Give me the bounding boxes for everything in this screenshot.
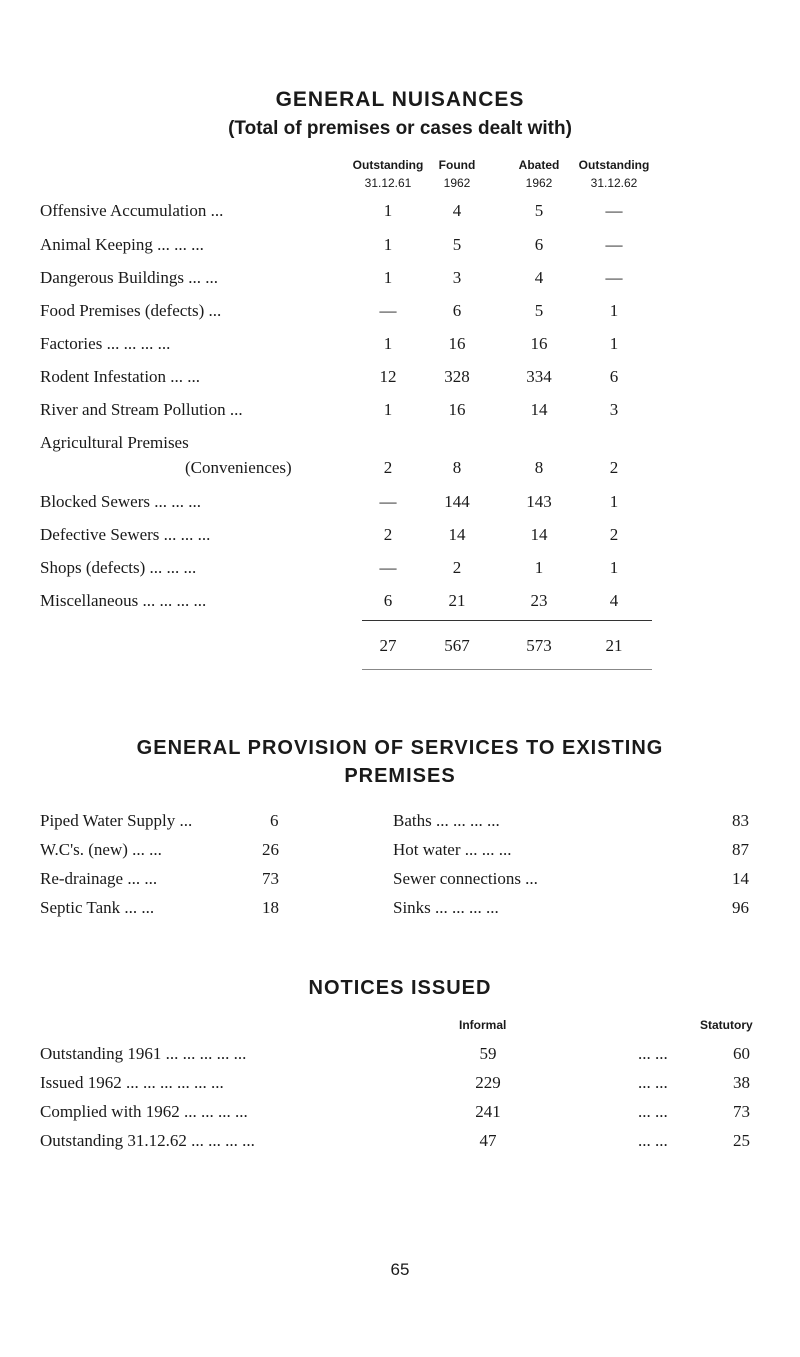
provision-left-label: Septic Tank ... ...	[40, 898, 155, 917]
cell-abated: 14	[530, 525, 548, 544]
cell-found: 2	[452, 558, 462, 577]
totals-top-rule	[362, 620, 652, 621]
cell-outstanding-61: 1	[383, 334, 393, 353]
provision-right-label: Sinks ... ... ... ...	[393, 898, 499, 917]
row-label: Food Premises (defects) ...	[40, 301, 222, 320]
cell-outstanding-62: 3	[609, 400, 619, 419]
notice-leader-dots: ... ...	[638, 1102, 668, 1121]
cell-outstanding-61: 1	[383, 400, 393, 419]
cell-outstanding-62: 4	[609, 591, 619, 610]
notice-statutory: 38	[733, 1073, 750, 1092]
cell-outstanding-61: 12	[379, 367, 397, 386]
notice-statutory: 25	[733, 1131, 750, 1150]
notice-leader-dots: ... ...	[638, 1131, 668, 1150]
total-outstanding-62: 21	[605, 636, 623, 655]
cell-outstanding-62: 2	[609, 458, 619, 477]
row-label: Factories ... ... ... ...	[40, 334, 171, 353]
cell-found: 21	[448, 591, 466, 610]
row-label: Blocked Sewers ... ... ...	[40, 492, 202, 511]
totals-bottom-rule	[362, 669, 652, 670]
notice-statutory: 73	[733, 1102, 750, 1121]
cell-found: 5	[452, 235, 462, 254]
notice-informal: 229	[475, 1073, 501, 1092]
notices-title: NOTICES ISSUED	[308, 977, 492, 999]
cell-abated: 334	[526, 367, 552, 386]
provision-right-label: Sewer connections ...	[393, 869, 538, 888]
cell-outstanding-62: 1	[609, 558, 619, 577]
row-label: Defective Sewers ... ... ...	[40, 525, 211, 544]
cell-outstanding-61: 2	[383, 525, 393, 544]
row-label: Shops (defects) ... ... ...	[40, 558, 197, 577]
col-header-found: Found 1962	[438, 158, 476, 190]
notice-label: Complied with 1962 ... ... ... ...	[40, 1102, 248, 1121]
cell-abated: 1	[534, 558, 544, 577]
cell-found: 14	[448, 525, 466, 544]
nuisances-title: GENERAL NUISANCES	[275, 88, 525, 111]
cell-outstanding-61: —	[379, 558, 397, 577]
provision-title-line2: PREMISES	[344, 765, 456, 787]
provision-right-value: 96	[732, 898, 749, 917]
cell-found: 4	[452, 201, 462, 220]
notice-leader-dots: ... ...	[638, 1073, 668, 1092]
page-number: 65	[390, 1260, 410, 1279]
provision-left-value: 18	[262, 898, 279, 917]
col-header-outstanding-61: Outstanding 31.12.61	[352, 158, 424, 190]
row-label-continuation: (Conveniences)	[185, 458, 292, 477]
row-label: Dangerous Buildings ... ...	[40, 268, 219, 287]
cell-abated: 5	[534, 301, 544, 320]
cell-outstanding-62: 1	[609, 334, 619, 353]
row-label: Rodent Infestation ... ...	[40, 367, 201, 386]
cell-outstanding-62: 1	[609, 492, 619, 511]
total-found: 567	[444, 636, 470, 655]
cell-outstanding-61: —	[379, 301, 397, 320]
col-header-informal: Informal	[459, 1018, 507, 1032]
provision-right-value: 14	[732, 869, 749, 888]
notice-informal: 47	[479, 1131, 497, 1150]
notice-label: Outstanding 31.12.62 ... ... ... ...	[40, 1131, 255, 1150]
col-header-outstanding-62: Outstanding 31.12.62	[578, 158, 650, 190]
provision-right-label: Baths ... ... ... ...	[393, 811, 500, 830]
cell-outstanding-61: 1	[383, 235, 393, 254]
provision-left-label: W.C's. (new) ... ...	[40, 840, 162, 859]
notice-label: Issued 1962 ... ... ... ... ... ...	[40, 1073, 224, 1092]
notice-leader-dots: ... ...	[638, 1044, 668, 1063]
provision-left-label: Piped Water Supply ...	[40, 811, 193, 830]
cell-outstanding-62: 1	[609, 301, 619, 320]
cell-found: 328	[444, 367, 470, 386]
cell-abated: 5	[534, 201, 544, 220]
col-header-abated: Abated 1962	[518, 158, 560, 190]
cell-outstanding-61: 2	[383, 458, 393, 477]
row-label: Offensive Accumulation ...	[40, 201, 224, 220]
cell-outstanding-61: —	[379, 492, 397, 511]
cell-outstanding-62: —	[605, 235, 623, 254]
notice-statutory: 60	[733, 1044, 750, 1063]
notice-informal: 241	[475, 1102, 501, 1121]
row-label: River and Stream Pollution ...	[40, 400, 243, 419]
cell-abated: 143	[526, 492, 552, 511]
cell-outstanding-62: —	[605, 268, 623, 287]
total-abated: 573	[526, 636, 552, 655]
cell-found: 6	[452, 301, 462, 320]
cell-abated: 23	[530, 591, 548, 610]
cell-abated: 14	[530, 400, 548, 419]
cell-outstanding-61: 1	[383, 201, 393, 220]
provision-right-label: Hot water ... ... ...	[393, 840, 512, 859]
cell-found: 8	[452, 458, 462, 477]
cell-found: 144	[444, 492, 470, 511]
cell-outstanding-62: —	[605, 201, 623, 220]
provision-left-value: 73	[262, 869, 279, 888]
cell-outstanding-61: 6	[383, 591, 393, 610]
total-outstanding-61: 27	[379, 636, 397, 655]
notice-label: Outstanding 1961 ... ... ... ... ...	[40, 1044, 247, 1063]
provision-title: GENERAL PROVISION OF SERVICES TO EXISTING	[136, 737, 664, 759]
provision-left-label: Re-drainage ... ...	[40, 869, 158, 888]
provision-left-value: 6	[270, 811, 279, 830]
cell-found: 16	[448, 400, 466, 419]
cell-abated: 4	[534, 268, 544, 287]
cell-abated: 8	[534, 458, 544, 477]
cell-found: 16	[448, 334, 466, 353]
row-label: Agricultural Premises	[40, 433, 189, 452]
provision-right-value: 87	[732, 840, 749, 859]
row-label: Animal Keeping ... ... ...	[40, 235, 204, 254]
cell-abated: 6	[534, 235, 544, 254]
cell-abated: 16	[530, 334, 548, 353]
provision-left-value: 26	[262, 840, 279, 859]
provision-right-value: 83	[732, 811, 749, 830]
col-header-statutory: Statutory	[700, 1018, 753, 1032]
cell-outstanding-62: 2	[609, 525, 619, 544]
cell-outstanding-62: 6	[609, 367, 619, 386]
cell-found: 3	[452, 268, 462, 287]
cell-outstanding-61: 1	[383, 268, 393, 287]
row-label: Miscellaneous ... ... ... ...	[40, 591, 207, 610]
notice-informal: 59	[479, 1044, 497, 1063]
nuisances-subtitle: (Total of premises or cases dealt with)	[228, 118, 572, 139]
